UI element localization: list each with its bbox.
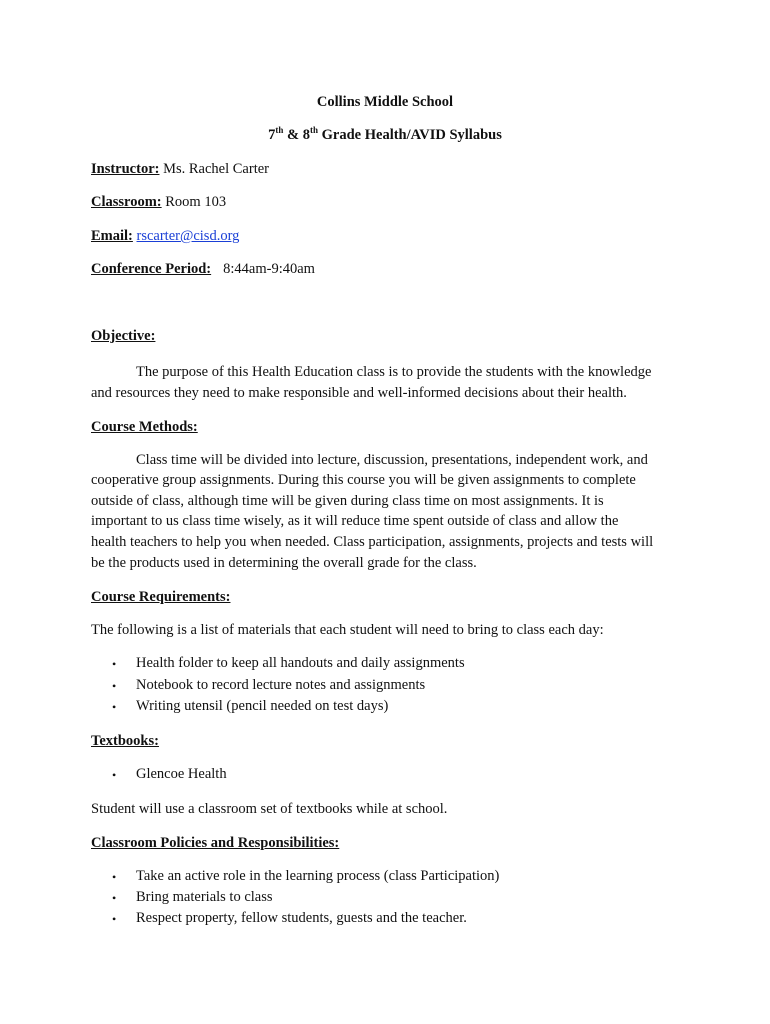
methods-line: Class time will be divided into lecture, discussion, presentations, independent work, and	[136, 452, 648, 468]
list-item: Respect property, fellow students, guests and the teacher.	[136, 910, 467, 926]
classroom-value: Room 103	[161, 194, 227, 210]
textbooks-heading: Textbooks:	[91, 733, 159, 749]
objective-heading: Objective:	[91, 328, 156, 344]
list-item: Writing utensil (pencil needed on test days)	[136, 698, 389, 714]
list-item: Health folder to keep all handouts and daily assignments	[136, 655, 465, 671]
objective-line: and resources they need to make responsible and well-informed decisions about their health.	[91, 385, 627, 401]
email-link[interactable]: rscarter@cisd.org	[136, 228, 240, 244]
classroom-label: Classroom:	[91, 194, 162, 210]
textbooks-note: Student will use a classroom set of textbooks while at school.	[91, 801, 448, 817]
list-item: Take an active role in the learning process (class Participation)	[136, 868, 500, 884]
school-title: Collins Middle School	[316, 94, 454, 110]
grade-7: 7	[268, 127, 276, 143]
methods-line: outside of class, although time will be given during class time on most assignments. It is	[91, 493, 604, 509]
grade-8: 8	[302, 127, 310, 143]
ampersand: &	[283, 127, 303, 143]
classroom-line	[91, 194, 226, 211]
list-item: Notebook to record lecture notes and assignments	[136, 677, 426, 693]
superscript-th: th	[310, 125, 319, 135]
instructor-value: Ms. Rachel Carter	[159, 161, 269, 177]
methods-line: important to us class time wisely, as it will reduce time spent outside of class and allow the	[91, 513, 619, 529]
superscript-th: th	[275, 125, 284, 135]
methods-line: cooperative group assignments. During this course you will be given assignments to complete	[91, 472, 636, 488]
course-methods-heading: Course Methods:	[91, 419, 198, 435]
bullet-icon: •	[112, 657, 117, 671]
instructor-line	[91, 161, 269, 178]
conference-value: 8:44am-9:40am	[223, 261, 315, 277]
email-line	[91, 228, 239, 245]
email-label: Email:	[91, 228, 133, 244]
bullet-icon: •	[112, 891, 117, 905]
course-requirements-heading: Course Requirements:	[91, 589, 231, 605]
bullet-icon: •	[112, 912, 117, 926]
objective-line: The purpose of this Health Education class is to provide the students with the knowledge	[136, 364, 652, 380]
bullet-icon: •	[112, 679, 117, 693]
course-name: Grade Health/AVID Syllabus	[318, 127, 502, 143]
conference-line	[91, 261, 315, 278]
instructor-label: Instructor:	[91, 161, 160, 177]
bullet-icon: •	[112, 870, 117, 884]
list-item: Bring materials to class	[136, 889, 273, 905]
methods-line: be the products used in determining the overall grade for the class.	[91, 555, 477, 571]
conference-label: Conference Period:	[91, 261, 212, 277]
bullet-icon: •	[112, 700, 117, 714]
requirements-intro: The following is a list of materials that each student will need to bring to class each day:	[91, 622, 604, 638]
bullet-icon: •	[112, 768, 117, 782]
course-title	[0, 127, 770, 144]
methods-line: health teachers to help you when needed. Class participation, assignments, projects and tests will	[91, 534, 654, 550]
list-item: Glencoe Health	[136, 766, 227, 782]
classroom-policies-heading: Classroom Policies and Responsibilities:	[91, 835, 340, 851]
